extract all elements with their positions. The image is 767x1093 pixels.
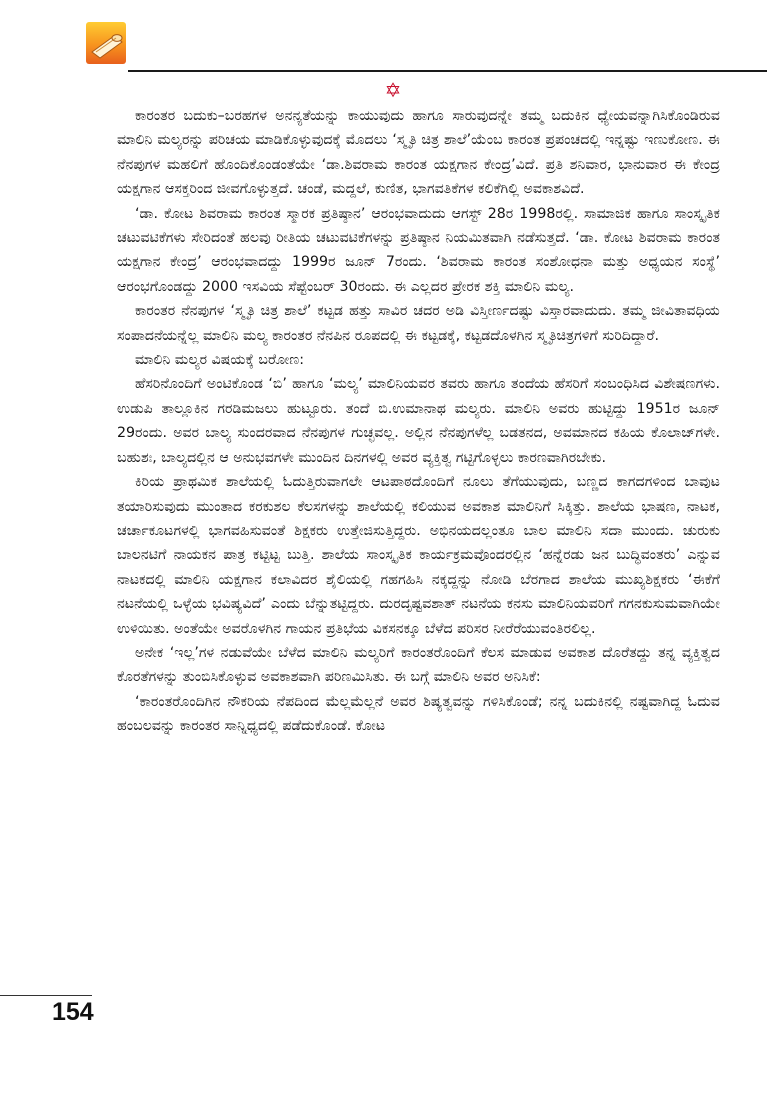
page-number: 154 xyxy=(52,998,94,1026)
paragraph-8: ‘ಕಾರಂತರೊಂದಿಗಿನ ನೌಕರಿಯ ನೆಪದಿಂದ ಮೆಲ್ಲಮೆಲ್ಲನೆ ಅವರ ಶಿಷ್ಯತ್ವವನ್ನು ಗಳಿಸಿಕೊಂಡೆ; ನನ್ನ ಬದುಕಿನಲ್ಲಿ ನಷ್ಟವಾಗಿದ್ದ ಓದುವ ಹಂಬಲವನ್ನು ಕಾರಂತರ ಸಾನ್ನಿಧ್ಯದಲ್ಲಿ ಪಡೆದುಕೊಂಡೆ. ಕೋಟ xyxy=(117,693,720,735)
paragraph-3: ಕಾರಂತರ ನೆನಪುಗಳ ‘ಸ್ಮೃತಿ ಚಿತ್ರ ಶಾಲೆ’ ಕಟ್ಟಡ ಹತ್ತು ಸಾವಿರ ಚದರ ಅಡಿ ವಿಸ್ತೀರ್ಣದಷ್ಟು ವಿಸ್ತಾರವಾದುದು. ತಮ್ಮ ಜೀವಿತಾವಧಿಯ ಸಂಪಾದನೆಯನ್ನೆಲ್ಲ ಮಾಲಿನಿ ಮಲ್ಯ ಕಾರಂತರ ನೆನಪಿನ ರೂಪದಲ್ಲಿ ಈ ಕಟ್ಟಡಕ್ಕೆ, ಕಟ್ಟಡದೊಳಗಿನ ಸ್ಮೃತಿಚಿತ್ರಗಳಿಗೆ ಸುರಿದಿದ್ದಾರೆ. xyxy=(117,303,720,344)
paragraph-4: ಮಾಲಿನಿ ಮಲ್ಯರ ವಿಷಯಕ್ಕೆ ಬರೋಣ: xyxy=(135,352,305,369)
body-text xyxy=(117,104,720,739)
header-rule xyxy=(128,70,767,72)
paragraph-6: ಕಿರಿಯ ಪ್ರಾಥಮಿಕ ಶಾಲೆಯಲ್ಲಿ ಓದುತ್ತಿರುವಾಗಲೇ ಆಟಪಾಠದೊಂದಿಗೆ ನೂಲು ತೆಗೆಯುವುದು, ಬಣ್ಣದ ಕಾಗದಗಳಿಂದ ಬಾವುಟ ತಯಾರಿಸುವುದು ಮುಂತಾದ ಕರಕುಶಲ ಕೆಲಸಗಳನ್ನು ಶಾಲೆಯಲ್ಲಿ ಕಲಿಯುವ ಅವಕಾಶ ಮಾಲಿನಿಗೆ ಸಿಕ್ಕಿತ್ತು. ಶಾಲೆಯ ಭಾಷಣ, ನಾಟಕ, ಚರ್ಚಾಕೂಟಗಳಲ್ಲಿ ಭಾಗವಹಿಸುವಂತೆ ಶಿಕ್ಷಕರು ಉತ್ತೇಜಿಸುತ್ತಿದ್ದರು. ಅಭಿನಯದಲ್ಲಂತೂ ಬಾಲ ಮಾಲಿನಿ ಸದಾ ಮುಂದು. ಚುರುಕು ಬಾಲನಟಿಗೆ ನಾಯಕನ ಪಾತ್ರ ಕಟ್ಟಿಟ್ಟ ಬುತ್ತಿ. ಶಾಲೆಯ ಸಾಂಸ್ಕೃತಿಕ ಕಾರ್ಯಕ್ರಮವೊಂದರಲ್ಲಿನ ‘ಹನ್ನೆರಡು ಜನ ಬುದ್ಧಿವಂತರು’ ಎನ್ನುವ ನಾಟಕದಲ್ಲಿ ಮಾಲಿನಿ ಯಕ್ಷಗಾನ ಕಲಾವಿದರ ಶೈಲಿಯಲ್ಲಿ ಗಹಗಹಿಸಿ ನಕ್ಕದ್ದನ್ನು ನೋಡಿ ಬೆರಗಾದ ಶಾಲೆಯ ಮುಖ್ಯಶಿಕ್ಷಕರು ‘ಈಕೆಗೆ ನಟನೆಯಲ್ಲಿ ಒಳ್ಳೆಯ ಭವಿಷ್ಯವಿದೆ’ ಎಂದು ಬೆನ್ನುತಟ್ಟಿದ್ದರು. ದುರದೃಷ್ಟವಶಾತ್ ನಟನೆಯ ಕನಸು ಮಾಲಿನಿಯವರಿಗೆ ಗಗನಕುಸುಮವಾಗಿಯೇ ಉಳಿಯಿತು. ಅಂತೆಯೇ ಅವರೊಳಗಿನ ಗಾಯನ ಪ್ರತಿಭೆಯ ವಿಕಸನಕ್ಕೂ ಬೆಳೆದ ಪರಿಸರ ನೀರೆರೆಯುವಂತಿರಲಿಲ್ಲ. xyxy=(117,474,720,637)
paragraph-5: ಹೆಸರಿನೊಂದಿಗೆ ಅಂಟಿಕೊಂಡ ‘ಬಿ’ ಹಾಗೂ ‘ಮಲ್ಯ’ ಮಾಲಿನಿಯವರ ತವರು ಹಾಗೂ ತಂದೆಯ ಹೆಸರಿಗೆ ಸಂಬಂಧಿಸಿದ ವಿಶೇಷಣಗಳು. ಉಡುಪಿ ತಾಲ್ಲೂಕಿನ ಗರಡಿಮಜಲು ಹುಟ್ಟೂರು. ತಂದೆ ಬಿ.ಉಮಾನಾಥ ಮಲ್ಯರು. ಮಾಲಿನಿ ಅವರು ಹುಟ್ಟಿದ್ದು 1951ರ ಜೂನ್ 29ರಂದು. ಅವರ ಬಾಲ್ಯ ಸುಂದರವಾದ ನೆನಪುಗಳ ಗುಚ್ಛವಲ್ಲ. ಅಲ್ಲಿನ ನೆನಪುಗಳೆಲ್ಲ ಬಡತನದ, ಅವಮಾನದ ಕಹಿಯ ಕೊಲಾಜ್‌ಗಳೇ. ಬಹುಶಃ, ಬಾಲ್ಯದಲ್ಲಿನ ಆ ಅನುಭವಗಳೇ ಮುಂದಿನ ದಿನಗಳಲ್ಲಿ ಅವರ ವ್ಯಕ್ತಿತ್ವ ಗಟ್ಟಿಗೊಳ್ಳಲು ಕಾರಣವಾಗಿರಬೇಕು. xyxy=(117,376,720,466)
publisher-logo-icon xyxy=(86,22,126,64)
paragraph-2: ‘ಡಾ. ಕೋಟ ಶಿವರಾಮ ಕಾರಂತ ಸ್ಮಾರಕ ಪ್ರತಿಷ್ಠಾನ’ ಆರಂಭವಾದುದು ಆಗಸ್ಟ್ 28ರ 1998ರಲ್ಲಿ. ಸಾಮಾಜಿಕ ಹಾಗೂ ಸಾಂಸ್ಕೃತಿಕ ಚಟುವಟಿಕೆಗಳು ಸೇರಿದಂತೆ ಹಲವು ರೀತಿಯ ಚಟುವಟಿಕೆಗಳನ್ನು ಪ್ರತಿಷ್ಠಾನ ನಿಯಮಿತವಾಗಿ ನಡೆಸುತ್ತದೆ. ‘ಡಾ. ಕೋಟ ಶಿವರಾಮ ಕಾರಂತ ಯಕ್ಷಗಾನ ಕೇಂದ್ರ’ ಆರಂಭವಾದದ್ದು 1999ರ ಜೂನ್ 7ರಂದು. ‘ಶಿವರಾಮ ಕಾರಂತ ಸಂಶೋಧನಾ ಮತ್ತು ಅಧ್ಯಯನ ಸಂಸ್ಥೆ’ ಆರಂಭಗೊಂಡದ್ದು 2000 ಇಸವಿಯ ಸೆಪ್ಟೆಂಬರ್ 30ರಂದು. ಈ ಎಲ್ಲದರ ಪ್ರೇರಕ ಶಕ್ತಿ ಮಾಲಿನಿ ಮಲ್ಯ. xyxy=(117,205,720,295)
paragraph-7: ಅನೇಕ ‘ಇಲ್ಲ’ಗಳ ನಡುವೆಯೇ ಬೆಳೆದ ಮಾಲಿನಿ ಮಲ್ಯರಿಗೆ ಕಾರಂತರೊಂದಿಗೆ ಕೆಲಸ ಮಾಡುವ ಅವಕಾಶ ದೊರೆತದ್ದು ತನ್ನ ವ್ಯಕ್ತಿತ್ವದ ಕೊರತೆಗಳನ್ನು ತುಂಬಿಸಿಕೊಳ್ಳುವ ಅವಕಾಶವಾಗಿ ಪರಿಣಮಿಸಿತು. ಈ ಬಗ್ಗೆ ಮಾಲಿನಿ ಅವರ ಅನಿಸಿಕೆ: xyxy=(117,644,720,686)
star-of-david-icon: ✡ xyxy=(384,78,402,102)
paragraph-1: ಕಾರಂತರ ಬದುಕು–ಬರಹಗಳ ಅನನ್ಯತೆಯನ್ನು ಕಾಯುವುದು ಹಾಗೂ ಸಾರುವುದನ್ನೇ ತಮ್ಮ ಬದುಕಿನ ಧ್ಯೇಯವನ್ನಾಗಿಸಿಕೊಂಡಿರುವ ಮಾಲಿನಿ ಮಲ್ಯರನ್ನು ಪರಿಚಯ ಮಾಡಿಕೊಳ್ಳುವುದಕ್ಕೆ ಮೊದಲು ‘ಸ್ಮೃತಿ ಚಿತ್ರ ಶಾಲೆ’ಯೆಂಬ ಕಾರಂತ ಪ್ರಪಂಚದಲ್ಲಿ ಇನ್ನಷ್ಟು ಇಣುಕೋಣ. ಈ ನೆನಪುಗಳ ಮಹಲಿಗೆ ಹೊಂದಿಕೊಂಡಂತೆಯೇ ‘ಡಾ.ಶಿವರಾಮ ಕಾರಂತ ಯಕ್ಷಗಾನ ಕೇಂದ್ರ’ವಿದೆ. ಪ್ರತಿ ಶನಿವಾರ, ಭಾನುವಾರ ಈ ಕೇಂದ್ರ ಯಕ್ಷಗಾನ ಆಸಕ್ತರಿಂದ ಜೀವಗೊಳ್ಳುತ್ತದೆ. ಚಂಡೆ, ಮದ್ದಲೆ, ಕುಣಿತ, ಭಾಗವತಿಕೆಗಳ ಕಲಿಕೆಗಿಲ್ಲಿ ಅವಕಾಶವಿದೆ. xyxy=(117,108,720,198)
footer-rule xyxy=(0,995,92,996)
